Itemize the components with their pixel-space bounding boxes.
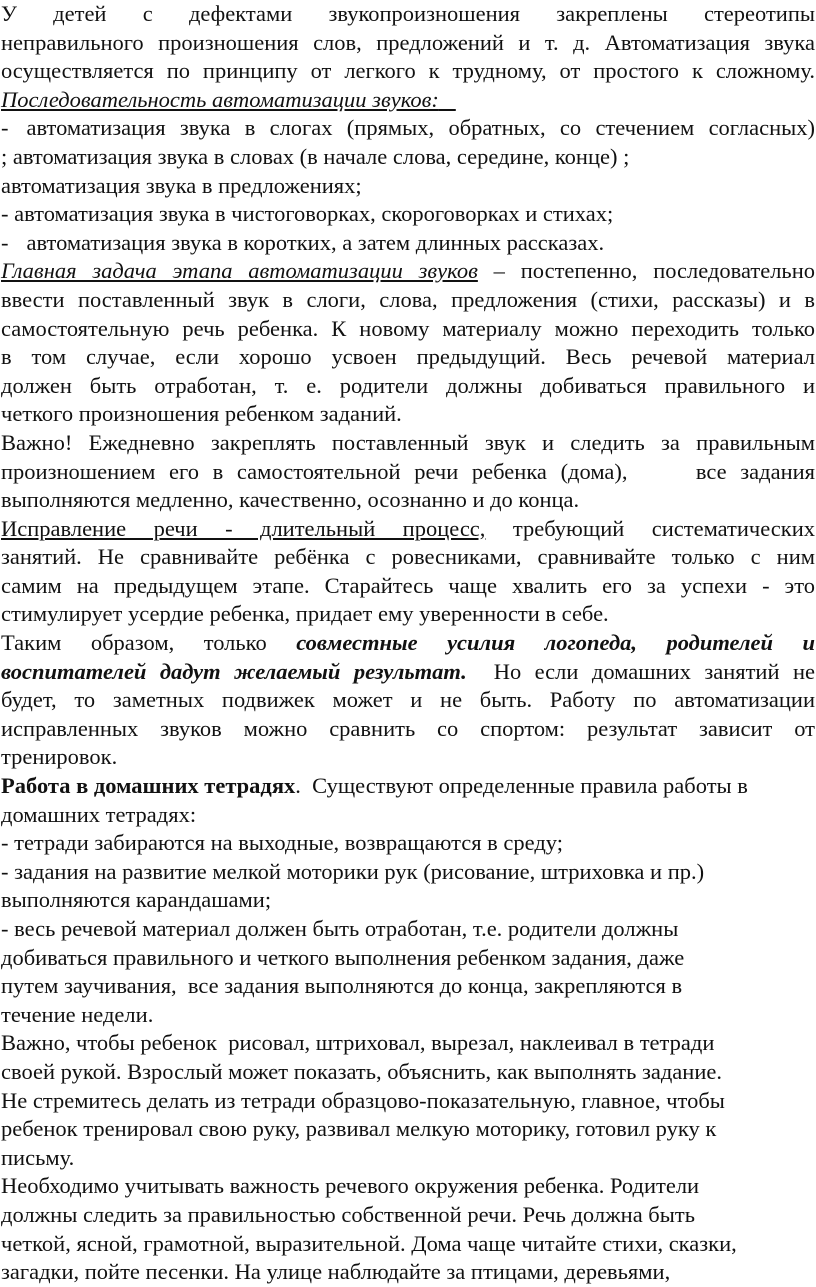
text-line — [1, 1230, 815, 1259]
notebooks-heading: Работа в домашних тетрадях — [1, 773, 296, 799]
emphasis-text: совместные усилия логопеда, родителей и — [296, 630, 815, 656]
paragraph-text: выполняются медленно, качественно, осознанно и до конца. — [1, 487, 580, 513]
list-item-text: выполняются карандашами; — [1, 887, 272, 913]
paragraph-text: четкого произношения ребенком заданий. — [1, 401, 402, 427]
list-item-line — [1, 143, 815, 172]
list-item-text: автоматизация звука в слогах (прямых, обратных, со стечением согласных) — [26, 115, 815, 141]
list-item-text: путем заучивания, все задания выполняются до конца, закрепляются в — [1, 973, 683, 999]
list-item-line — [1, 229, 815, 258]
text-line — [1, 0, 815, 29]
paragraph-text: – постепенно, последовательно — [477, 258, 815, 284]
text-line — [1, 429, 815, 458]
paragraph-text: У детей с дефектами звукопроизношения закреплены стереотипы — [1, 1, 815, 26]
paragraph-text: тренировок. — [1, 744, 118, 770]
text-line — [1, 86, 815, 115]
paragraph-text: ребенок тренировал свою руку, развивал мелкую моторику, готовил руку к — [1, 1116, 717, 1142]
list-item-text: - автоматизация звука в чистоговорках, скороговорках и стихах; — [1, 201, 614, 227]
text-line — [1, 29, 815, 58]
text-line — [1, 543, 815, 572]
paragraph-text: Важно! Ежедневно закреплять поставленный звук и следить за правильным — [1, 429, 815, 455]
list-item-text: - тетради забираются на выходные, возвращаются в среду; — [1, 830, 563, 856]
list-dash: - — [1, 115, 9, 141]
correction-label: Исправление речи - длительный процесс, — [1, 515, 486, 541]
paragraph-text: . Существуют определенные правила работы в — [295, 773, 748, 799]
text-line — [1, 629, 815, 658]
list-item-line — [1, 944, 815, 973]
paragraph-text: Не стремитесь делать из тетради образцово-показательную, главное, чтобы — [1, 1087, 725, 1113]
paragraph-text: самостоятельную речь ребенка. К новому материалу можно переходить только — [1, 315, 815, 341]
list-item-text: ; автоматизация звука в словах (в начале слова, середине, конце) ; — [1, 143, 630, 169]
paragraph-text: письму. — [1, 1144, 75, 1170]
paragraph-text: требующий систематических — [485, 515, 815, 541]
paragraph-text: Важно, чтобы ребенок рисовал, штриховал, вырезал, наклеивал в тетради — [1, 1030, 715, 1056]
document-page — [1, 0, 815, 1287]
text-line — [1, 1058, 815, 1087]
list-item-line — [1, 200, 815, 229]
heading-underline-trail — [439, 87, 456, 112]
text-line — [1, 1201, 815, 1230]
paragraph-text: Необходимо учитывать важность речевого окружения ребенка. Родители — [1, 1173, 700, 1199]
sequence-heading: Последовательность автоматизации звуков: — [1, 86, 439, 112]
list-item-text: - весь речевой материал должен быть отработан, т.е. родители должны — [1, 916, 679, 941]
list-item-line — [1, 858, 815, 887]
paragraph-text: четкой, ясной, грамотной, выразительной. Дома чаще читайте стихи, сказки, — [1, 1230, 737, 1256]
paragraph-text: в том случае, если хорошо усвоен предыдущий. Весь речевой материал — [1, 344, 815, 370]
text-line — [1, 1258, 815, 1287]
main-task-label: Главная задача этапа автоматизации звуков — [1, 258, 478, 284]
text-line — [1, 400, 815, 429]
text-line — [1, 1115, 815, 1144]
list-item-line — [1, 172, 815, 201]
list-item-text: - задания на развитие мелкой моторики рук (рисование, штриховка и пр.) — [1, 858, 705, 884]
text-line — [1, 315, 815, 344]
text-line — [1, 515, 815, 544]
paragraph-text: должен быть отработан, т. е. родители должны добиваться правильного и — [1, 372, 815, 398]
text-line — [1, 600, 815, 629]
paragraph-text: своей рукой. Взрослый может показать, объяснить, как выполнять задание. — [1, 1058, 722, 1084]
text-line — [1, 1172, 815, 1201]
text-line — [1, 372, 815, 401]
paragraph-text: занятий. Не сравнивайте ребёнка с ровесниками, сравнивайте только с ним — [1, 544, 815, 570]
text-line — [1, 286, 815, 315]
text-line — [1, 57, 815, 86]
text-line — [1, 486, 815, 515]
paragraph-text: загадки, пойте песенки. На улице наблюдайте за птицами, деревьями, — [1, 1259, 671, 1285]
paragraph-text: ввести поставленный звук в слоги, слова, предложения (стихи, рассказы) и в — [1, 286, 815, 312]
paragraph-text: Но если домашних занятий не — [466, 658, 815, 684]
text-line — [1, 686, 815, 715]
text-line — [1, 801, 815, 830]
list-item-text: автоматизация звука в предложениях; — [1, 172, 362, 198]
text-line — [1, 257, 815, 286]
paragraph-text: исправленных звуков можно сравнить со спортом: результат зависит от — [1, 715, 815, 741]
text-line — [1, 1029, 815, 1058]
paragraph-text: будет, то заметных подвижек может и не быть. Работу по автоматизации — [1, 687, 815, 713]
list-item-line — [1, 829, 815, 858]
paragraph-text: неправильного произношения слов, предложений и т. д. Автоматизация звука — [1, 29, 815, 55]
list-item-line — [1, 915, 815, 944]
text-line — [1, 658, 815, 687]
list-item-text: течение недели. — [1, 1001, 154, 1027]
paragraph-text: стимулирует усердие ребенка, придает ему уверенности в себе. — [1, 601, 609, 627]
list-dash: - — [1, 229, 9, 255]
text-line — [1, 772, 815, 801]
paragraph-text: Таким образом, только — [1, 630, 297, 656]
paragraph-text: самим на предыдущем этапе. Старайтесь чаще хвалить его за успехи - это — [1, 572, 815, 598]
list-item-line — [1, 972, 815, 1001]
text-line — [1, 572, 815, 601]
text-line — [1, 458, 815, 487]
list-item-line — [1, 114, 815, 143]
list-item-text: автоматизация звука в коротких, а затем длинных рассказах. — [26, 229, 605, 255]
text-line — [1, 343, 815, 372]
text-line — [1, 743, 815, 772]
list-item-line — [1, 1001, 815, 1030]
list-item-text: добиваться правильного и четкого выполнения ребенком задания, даже — [1, 944, 685, 970]
list-item-line — [1, 886, 815, 915]
emphasis-text: воспитателей дадут желаемый результат. — [1, 658, 467, 684]
paragraph-text: осуществляется по принципу от легкого к трудному, от простого к сложному. — [1, 58, 815, 84]
text-line — [1, 715, 815, 744]
paragraph-text: должны следить за правильностью собственной речи. Речь должна быть — [1, 1201, 695, 1227]
text-line — [1, 1144, 815, 1173]
paragraph-text: домашних тетрадях: — [1, 801, 197, 827]
text-line — [1, 1087, 815, 1116]
paragraph-text: произношением его в самостоятельной речи ребенка (дома), все задания — [1, 458, 815, 484]
